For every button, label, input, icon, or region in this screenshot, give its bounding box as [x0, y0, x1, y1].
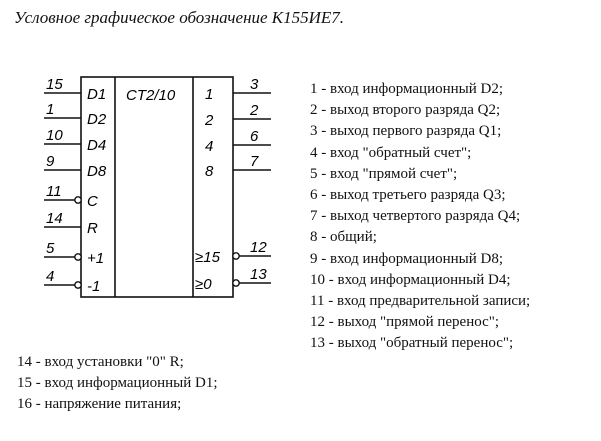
- pin-label: -1: [87, 278, 101, 295]
- pin-number: 14: [46, 210, 63, 227]
- pin-label: C: [87, 193, 98, 210]
- pin-description: 15 - вход информационный D1;: [17, 375, 218, 392]
- pin-description: 6 - выход третьего разряда Q3;: [310, 187, 506, 204]
- pin-label: ≥15: [195, 249, 220, 266]
- pin-description: 11 - вход предварительной записи;: [310, 293, 531, 310]
- left-pin: [44, 127, 106, 154]
- right-pin: [204, 102, 271, 129]
- inversion-bubble: [233, 253, 239, 259]
- pin-description: 13 - выход "обратный перенос";: [310, 335, 514, 352]
- left-pin: [44, 101, 107, 128]
- pin-number: 11: [46, 183, 62, 200]
- left-pin: [44, 76, 106, 103]
- pin-label: ≥0: [195, 276, 212, 293]
- inversion-bubble: [75, 197, 81, 203]
- diagram-title: Условное графическое обозначение К155ИЕ7.: [14, 8, 344, 27]
- pin-number: 1: [46, 101, 55, 118]
- pin-number: 4: [46, 268, 55, 285]
- pin-number: 9: [46, 153, 55, 170]
- pin-description-list-bottom: [17, 352, 218, 416]
- left-pin: [44, 210, 98, 237]
- pin-number: 10: [46, 127, 63, 144]
- left-pin: [44, 240, 104, 267]
- pin-label: +1: [87, 250, 105, 267]
- function-label: CT2/10: [126, 87, 176, 104]
- pin-description: 5 - вход "прямой счет";: [310, 165, 458, 182]
- pin-description: 1 - вход информационный D2;: [310, 81, 504, 97]
- inversion-bubble: [75, 254, 81, 260]
- pin-label: 8: [205, 163, 214, 180]
- pin-label: D2: [87, 111, 107, 128]
- pin-number: 13: [250, 266, 267, 283]
- inversion-bubble: [233, 280, 239, 286]
- pin-label: 2: [205, 112, 214, 129]
- pin-description: 8 - общий;: [310, 229, 377, 246]
- pin-description: 16 - напряжение питания;: [17, 396, 182, 413]
- right-pin: [205, 76, 271, 103]
- pin-number: 7: [250, 153, 259, 170]
- pin-label: R: [87, 220, 98, 237]
- right-pin: [205, 128, 271, 155]
- pin-description: 9 - вход информационный D8;: [310, 250, 504, 267]
- pin-number: 5: [46, 240, 55, 257]
- pin-description: 3 - выход первого разряда Q1;: [310, 123, 502, 140]
- pin-number: 3: [250, 76, 259, 93]
- pin-number: 15: [46, 76, 63, 93]
- inversion-bubble: [75, 282, 81, 288]
- pin-number: 12: [250, 239, 267, 256]
- pin-description: 14 - вход установки "0" R;: [17, 354, 184, 370]
- pin-label: D4: [87, 137, 107, 154]
- pin-label: 1: [205, 86, 214, 103]
- pin-label: 4: [205, 138, 214, 155]
- left-pin: [44, 268, 100, 295]
- left-pin: [44, 153, 107, 180]
- pin-label: D1: [87, 86, 107, 103]
- right-pin: [205, 153, 271, 180]
- pin-description: 4 - вход "обратный счет";: [310, 144, 472, 161]
- pin-number: 2: [250, 102, 259, 119]
- pin-description: 7 - выход четвертого разряда Q4;: [310, 208, 521, 225]
- pin-number: 6: [250, 128, 259, 145]
- left-pin: [44, 183, 98, 210]
- pin-description: 12 - выход "прямой перенос";: [310, 314, 500, 331]
- pin-description-list: [310, 79, 530, 355]
- pin-label: D8: [87, 163, 107, 180]
- pin-description: 2 - выход второго разряда Q2;: [310, 102, 501, 119]
- pin-description: 10 - вход информационный D4;: [310, 271, 511, 288]
